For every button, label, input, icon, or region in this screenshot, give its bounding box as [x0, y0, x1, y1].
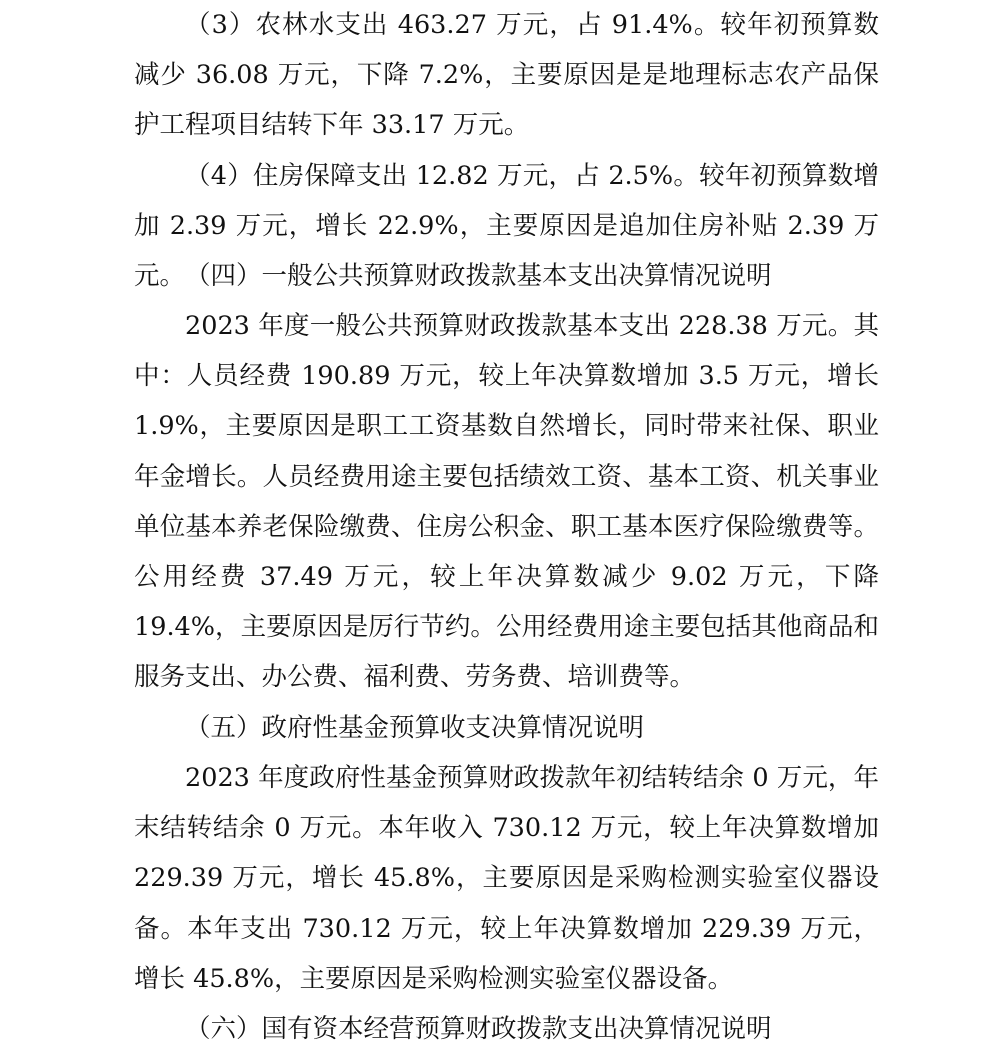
- section-heading-basic-expenditure: （四）一般公共预算财政拨款基本支出决算情况说明: [185, 261, 772, 291]
- paragraph-basic-expenditure: 2023 年度一般公共预算财政拨款基本支出 228.38 万元。其中：人员经费 190.89 万元，较上年决算数增加 3.5 万元，增长 1.9%，主要原因是职工工资基数自然增长，同时带来社保、职业年金增长。人员经费用途主要包括绩效工资、基本工资、机关事业单位基本养老保险缴费、住房公积金、职工基本医疗保险缴费等。公用经费 37.49 万元，较上年决算数减少 9.02 万元，下降 19.4%，主要原因是厉行节约。公用经费用途主要包括其他商品和服务支出、办公费、福利费、劳务费、培训费等。: [134, 311, 879, 693]
- paragraph-government-fund: 2023 年度政府性基金预算财政拨款年初结转结余 0 万元，年末结转结余 0 万元。本年收入 730.12 万元，较上年决算数增加 229.39 万元，增长 45.8%，主要原因是采购检测实验室仪器设备。本年支出 730.12 万元，较上年决算数增加 229.39 万元，增长 45.8%，主要原因是采购检测实验室仪器设备。: [134, 763, 879, 994]
- section-heading-state-capital: （六）国有资本经营预算财政拨款支出决算情况说明: [185, 1014, 772, 1044]
- paragraph-agriculture-expenditure: （3）农林水支出 463.27 万元，占 91.4%。较年初预算数减少 36.08 万元，下降 7.2%，主要原因是是地理标志农产品保护工程项目结转下年 33.17 万元。: [134, 10, 879, 141]
- paragraph-housing-expenditure: （4）住房保障支出 12.82 万元，占 2.5%。较年初预算数增加 2.39 万元，增长 22.9%，主要原因是追加住房补贴 2.39 万元。: [134, 161, 879, 292]
- section-heading-government-fund: （五）政府性基金预算收支决算情况说明: [185, 713, 645, 743]
